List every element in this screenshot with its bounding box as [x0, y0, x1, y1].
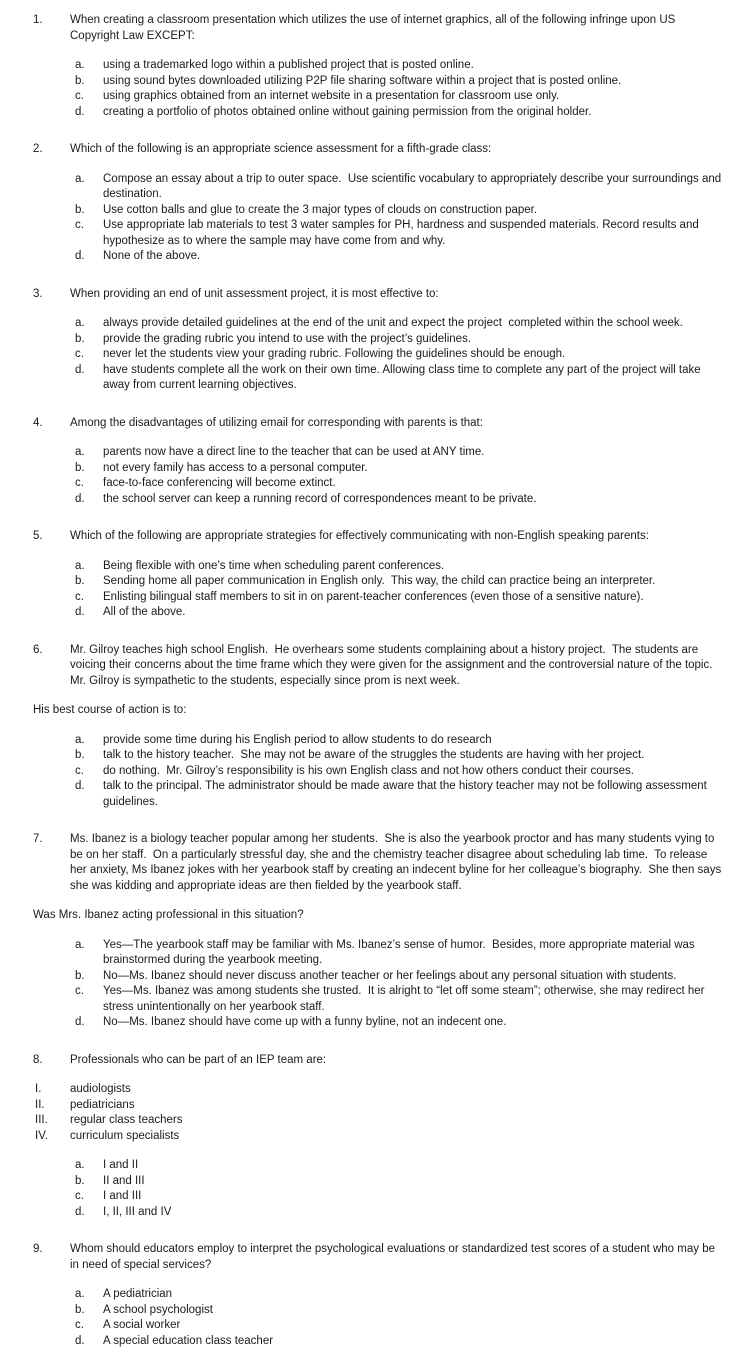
option-row	[0, 476, 730, 492]
roman-text: pediatricians	[70, 1098, 135, 1111]
option-letter: c.	[75, 90, 84, 102]
question-text: Which of the following are appropriate strategies for effectively communicating with non-English speaking parents:	[70, 530, 649, 542]
options-list	[0, 316, 730, 394]
question-row	[0, 142, 730, 158]
option-row	[0, 332, 730, 348]
option-row	[0, 748, 730, 764]
question-number: 9.	[33, 1243, 43, 1255]
question-text: When creating a classroom presentation which utilizes the use of internet graphics, all of the following infringe upon US Copyright Law EXCEPT:	[70, 14, 679, 42]
option-row	[0, 1174, 730, 1190]
option-text: the school server can keep a running record of correspondences meant to be private.	[103, 492, 537, 505]
option-text: All of the above.	[103, 606, 186, 618]
option-text: No—Ms. Ibanez should have come up with a funny byline, not an indecent one.	[103, 1016, 507, 1028]
question-text: Which of the following is an appropriate science assessment for a fifth-grade class:	[70, 143, 492, 155]
question-row	[0, 832, 730, 894]
question-number: 5.	[33, 530, 43, 542]
option-row	[0, 89, 730, 105]
option-text: Sending home all paper communication in English only. This way, the child can practice being an interpreter.	[103, 575, 656, 587]
option-text: No—Ms. Ibanez should never discuss another teacher or her feelings about any personal situation with students.	[103, 969, 677, 982]
question-text: Mr. Gilroy teaches high school English. He overhears some students complaining about a history project. The students are voicing their concerns about the time frame which they were given for the assignment and the controversial nature of the topic. Mr. Gilroy is sympathetic to the students, especially since prom is next week.	[70, 643, 719, 687]
question-row	[0, 529, 730, 545]
question-number: 3.	[33, 287, 43, 300]
option-row	[0, 461, 730, 477]
roman-item	[0, 1113, 730, 1129]
option-letter: d.	[75, 250, 85, 262]
question-row	[0, 416, 730, 432]
option-text: never let the students view your grading rubric. Following the guidelines should be enough.	[103, 348, 566, 360]
option-letter: b.	[75, 1174, 85, 1187]
option-row	[0, 605, 730, 621]
option-letter: d.	[75, 606, 85, 618]
option-row	[0, 1318, 730, 1334]
option-row	[0, 733, 730, 749]
roman-numeral: IV.	[35, 1129, 49, 1142]
question-row	[0, 1242, 730, 1273]
question-row	[0, 13, 730, 44]
question-block-4	[0, 416, 730, 508]
roman-numeral: I.	[35, 1083, 42, 1095]
question-block-9	[0, 1242, 730, 1349]
option-row	[0, 249, 730, 265]
option-row	[0, 984, 730, 1015]
option-text: Compose an essay about a trip to outer space. Use scientific vocabulary to appropriately describe your surroundings and destination.	[103, 172, 725, 200]
option-letter: c.	[75, 477, 84, 489]
roman-numeral: II.	[35, 1098, 45, 1111]
option-letter: d.	[75, 363, 85, 376]
option-text: talk to the history teacher. She may not be aware of the struggles the students are having with her project.	[103, 749, 645, 761]
question-block-2	[0, 142, 730, 265]
option-letter: d.	[75, 492, 85, 505]
option-letter: d.	[75, 1334, 85, 1347]
option-text: Being flexible with one’s time when scheduling parent conferences.	[103, 559, 445, 572]
option-text: face-to-face conferencing will become extinct.	[103, 477, 336, 489]
option-row	[0, 445, 730, 461]
option-letter: a.	[75, 59, 85, 71]
option-letter: c.	[75, 1319, 84, 1331]
question-block-7	[0, 832, 730, 1031]
option-text: using sound bytes downloaded utilizing P2P file sharing software within a project that is posted online.	[103, 74, 622, 87]
option-text: talk to the principal. The administrator should be made aware that the history teacher may not be following assessment guidelines.	[103, 780, 711, 808]
question-number: 1.	[33, 14, 43, 26]
options-list	[0, 938, 730, 1031]
question-text: Among the disadvantages of utilizing email for corresponding with parents is that:	[70, 416, 483, 429]
option-letter: a.	[75, 938, 85, 951]
question-row	[0, 287, 730, 303]
question-text: Professionals who can be part of an IEP team are:	[70, 1053, 327, 1066]
option-text: provide some time during his English period to allow students to do research	[103, 733, 492, 746]
option-text: A special education class teacher	[103, 1334, 274, 1347]
option-row	[0, 492, 730, 508]
option-letter: b.	[75, 203, 85, 216]
option-row	[0, 1015, 730, 1031]
option-text: I and II	[103, 1159, 139, 1171]
option-text: always provide detailed guidelines at the end of the unit and expect the project completed within the school week.	[103, 317, 683, 329]
option-letter: d.	[75, 105, 85, 118]
option-text: Use cotton balls and glue to create the 3 major types of clouds on construction paper.	[103, 203, 538, 216]
option-row	[0, 105, 730, 121]
option-row	[0, 218, 730, 249]
option-letter: a.	[75, 559, 85, 572]
option-letter: a.	[75, 317, 85, 329]
option-text: have students complete all the work on their own time. Allowing class time to complete any part of the project will take away from current learning objectives.	[103, 363, 704, 391]
option-text: A social worker	[103, 1319, 181, 1331]
option-row	[0, 1303, 730, 1319]
option-row	[0, 1334, 730, 1350]
option-row	[0, 1205, 730, 1221]
option-text: using a trademarked logo within a published project that is posted online.	[103, 59, 474, 71]
option-row	[0, 74, 730, 90]
question-text: Ms. Ibanez is a biology teacher popular among her students. She is also the yearbook proctor and has many students vying to be on her staff. On a particularly stressful day, she and the chemistry teacher disagree about scheduling lab time. To release her anxiety, Ms Ibanez jokes with her yearbook staff by creating an indecent byline for her colleague’s biography. She then says she was kidding and appropriate ideas are then fielded by the yearbook staff.	[70, 833, 725, 892]
option-text: do nothing. Mr. Gilroy’s responsibility is his own English class and not how others conduct their courses.	[103, 764, 634, 777]
option-row	[0, 1189, 730, 1205]
roman-item	[0, 1098, 730, 1114]
option-row	[0, 1158, 730, 1174]
question-number: 4.	[33, 416, 43, 429]
roman-text: curriculum specialists	[70, 1129, 180, 1142]
option-text: not every family has access to a personal computer.	[103, 461, 368, 474]
option-letter: c.	[75, 1190, 84, 1202]
option-row	[0, 779, 730, 810]
option-letter: d.	[75, 1205, 85, 1218]
option-letter: c.	[75, 985, 84, 997]
question-block-5	[0, 529, 730, 621]
option-letter: b.	[75, 969, 85, 982]
question-row	[0, 643, 730, 690]
option-letter: a.	[75, 1159, 85, 1171]
option-row	[0, 1287, 730, 1303]
roman-item	[0, 1082, 730, 1098]
options-list	[0, 1158, 730, 1220]
option-row	[0, 764, 730, 780]
question-text: When providing an end of unit assessment project, it is most effective to:	[70, 287, 439, 300]
roman-numeral: III.	[35, 1114, 48, 1126]
options-list	[0, 733, 730, 811]
option-letter: c.	[75, 764, 84, 777]
option-letter: c.	[75, 590, 84, 603]
option-letter: b.	[75, 461, 85, 474]
option-row	[0, 574, 730, 590]
question-block-8	[0, 1053, 730, 1221]
options-list	[0, 445, 730, 507]
option-row	[0, 58, 730, 74]
option-row	[0, 347, 730, 363]
option-text: using graphics obtained from an internet website in a presentation for classroom use only.	[103, 90, 560, 102]
option-text: A pediatrician	[103, 1288, 173, 1300]
question-number: 7.	[33, 833, 43, 845]
question-row	[0, 1053, 730, 1069]
option-row	[0, 172, 730, 203]
option-letter: b.	[75, 74, 85, 87]
option-text: I and III	[103, 1190, 142, 1202]
option-text: Yes—The yearbook staff may be familiar with Ms. Ibanez’s sense of humor. Besides, more appropriate material was brainstormed during the yearbook meeting.	[103, 938, 698, 966]
option-letter: a.	[75, 172, 85, 185]
roman-text: regular class teachers	[70, 1114, 183, 1126]
option-text: None of the above.	[103, 250, 201, 262]
option-text: Use appropriate lab materials to test 3 water samples for PH, hardness and suspended materials. Record results and hypothesize as to where the sample may have come from and why.	[103, 219, 702, 247]
roman-item	[0, 1129, 730, 1145]
option-letter: b.	[75, 749, 85, 761]
option-text: A school psychologist	[103, 1303, 213, 1316]
option-letter: a.	[75, 446, 85, 458]
option-row	[0, 203, 730, 219]
question-number: 2.	[33, 143, 43, 155]
option-row	[0, 590, 730, 606]
option-text: creating a portfolio of photos obtained online without gaining permission from the original holder.	[103, 105, 592, 118]
option-text: parents now have a direct line to the teacher that can be used at ANY time.	[103, 446, 485, 458]
question-follow-up: His best course of action is to:	[33, 704, 187, 716]
question-number: 6.	[33, 643, 43, 656]
option-letter: b.	[75, 332, 85, 345]
option-row	[0, 559, 730, 575]
option-letter: a.	[75, 733, 85, 746]
roman-text: audiologists	[70, 1083, 131, 1095]
roman-numeral-list	[0, 1082, 730, 1144]
question-block-1	[0, 13, 730, 120]
option-text: Enlisting bilingual staff members to sit in on parent-teacher conferences (even those of a sensitive nature).	[103, 590, 644, 603]
question-block-6	[0, 643, 730, 811]
option-row	[0, 969, 730, 985]
options-list	[0, 58, 730, 120]
question-follow-up: Was Mrs. Ibanez acting professional in this situation?	[33, 909, 304, 921]
option-letter: c.	[75, 219, 84, 231]
option-letter: b.	[75, 575, 85, 587]
question-number: 8.	[33, 1053, 43, 1066]
options-list	[0, 172, 730, 265]
option-text: I, II, III and IV	[103, 1205, 172, 1218]
option-letter: a.	[75, 1288, 85, 1300]
option-letter: b.	[75, 1303, 85, 1316]
options-list	[0, 1287, 730, 1349]
option-row	[0, 938, 730, 969]
option-text: provide the grading rubric you intend to use with the project’s guidelines.	[103, 332, 472, 345]
question-block-3	[0, 287, 730, 394]
option-row	[0, 316, 730, 332]
option-row	[0, 363, 730, 394]
option-letter: d.	[75, 780, 85, 792]
option-text: Yes—Ms. Ibanez was among students she trusted. It is alright to “let off some steam”; otherwise, she may redirect her stress unintentionally on her yearbook staff.	[103, 985, 708, 1013]
question-text: Whom should educators employ to interpret the psychological evaluations or standardized test scores of a student who may be in need of special services?	[70, 1243, 719, 1271]
options-list	[0, 559, 730, 621]
option-text: II and III	[103, 1174, 145, 1187]
option-letter: c.	[75, 348, 84, 360]
option-letter: d.	[75, 1016, 85, 1028]
